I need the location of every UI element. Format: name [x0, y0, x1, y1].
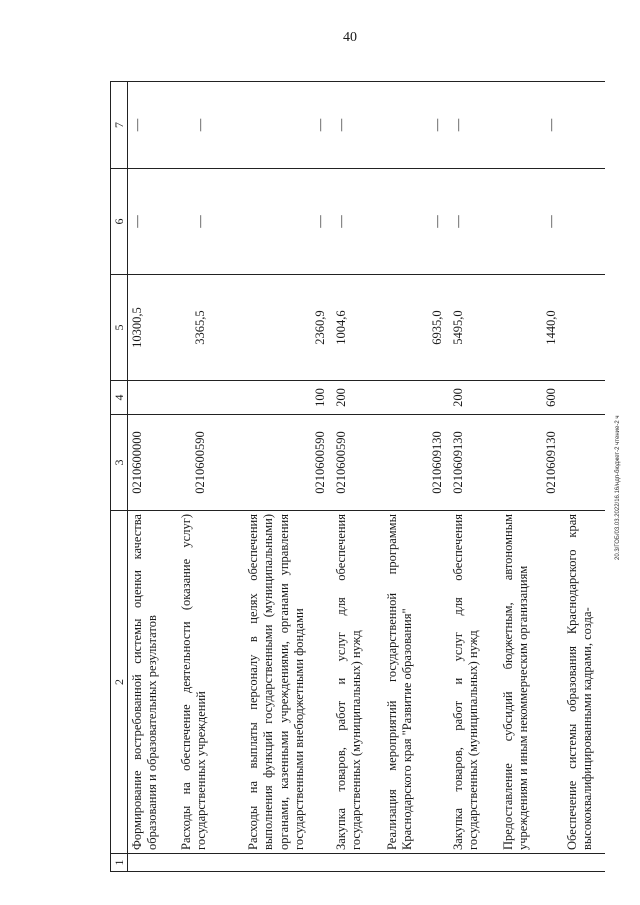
table-row — [177, 82, 244, 872]
row-col6: — — [499, 169, 563, 275]
row-amount: 1440,0 — [499, 275, 563, 381]
row-description: Предоставление субсидий бюджетным, автономным учреждениям и иным некоммерческим организациям — [499, 511, 563, 854]
row-number — [332, 854, 383, 872]
row-code: 0210609130 — [449, 415, 499, 511]
row-col6: — — [128, 169, 178, 275]
row-number — [449, 854, 499, 872]
row-expense-type — [128, 381, 178, 415]
row-col6: — — [332, 169, 383, 275]
row-col7: — — [383, 82, 449, 169]
row-amount: 6935,0 — [383, 275, 449, 381]
row-code: 0210600590 — [177, 415, 244, 511]
row-amount: 1004,6 — [332, 275, 383, 381]
row-col7: — — [332, 82, 383, 169]
header-col-4: 4 — [111, 381, 128, 415]
row-col7: — — [244, 82, 332, 169]
row-col7: — — [499, 82, 563, 169]
row-code: 0210600590 — [332, 415, 383, 511]
row-amount: 5495,0 — [449, 275, 499, 381]
row-col6: — — [383, 169, 449, 275]
row-amount: 10300,5 — [128, 275, 178, 381]
header-col-6: 6 — [111, 169, 128, 275]
header-col-5: 5 — [111, 275, 128, 381]
budget-table — [110, 81, 605, 872]
table-row — [449, 82, 499, 872]
row-col6: — — [244, 169, 332, 275]
row-description: Реализация мероприятий государственной программы Краснодарского края "Развитие образования" — [383, 511, 449, 854]
row-number — [499, 854, 563, 872]
row-expense-type — [177, 381, 244, 415]
page-number: 40 — [343, 30, 357, 45]
table-row — [383, 82, 449, 872]
row-code: 0210600000 — [128, 415, 178, 511]
row-code: 0210600590 — [244, 415, 332, 511]
row-col6: — — [449, 169, 499, 275]
row-col7: — — [128, 82, 178, 169]
row-code: 0210609130 — [383, 415, 449, 511]
row-col7: — — [177, 82, 244, 169]
header-col-3: 3 — [111, 415, 128, 511]
row-description: Закупка товаров, работ и услуг для обеспечения государственных (муниципальных) нужд — [332, 511, 383, 854]
row-col6 — [563, 169, 605, 275]
row-code: 0210609130 — [499, 415, 563, 511]
header-col-7: 7 — [111, 82, 128, 169]
row-expense-type — [563, 381, 605, 415]
row-amount: 3365,5 — [177, 275, 244, 381]
row-number — [383, 854, 449, 872]
table-row — [244, 82, 332, 872]
row-amount: 2360,9 — [244, 275, 332, 381]
row-expense-type: 600 — [499, 381, 563, 415]
row-col7 — [563, 82, 605, 169]
row-description: Формирование востребованной системы оценки качества образования и образовательных результатов — [128, 511, 178, 854]
table-row — [563, 82, 605, 872]
table-row — [499, 82, 563, 872]
row-description: Расходы на выплаты персоналу в целях обеспечения выполнения функций государственными (муниципальными) органами, казенными учреждениями, органами управления государственными внебюджетными фондами — [244, 511, 332, 854]
row-expense-type: 100 — [244, 381, 332, 415]
side-note: 20.3/ГОБ/03.03.2022/16.16/ндп-бюджет-2 чтение-2 ч — [615, 415, 621, 560]
row-expense-type: 200 — [332, 381, 383, 415]
row-number — [128, 854, 178, 872]
row-number — [177, 854, 244, 872]
row-description: Обеспечение системы образования Краснодарского края высококвалифицированными кадрами, созда- — [563, 511, 605, 854]
row-expense-type — [383, 381, 449, 415]
row-col7: — — [449, 82, 499, 169]
row-expense-type: 200 — [449, 381, 499, 415]
header-col-2: 2 — [111, 511, 128, 854]
table-row — [332, 82, 383, 872]
table-row — [128, 82, 178, 872]
row-description: Закупка товаров, работ и услуг для обеспечения государственных (муниципальных) нужд — [449, 511, 499, 854]
header-row — [111, 82, 128, 872]
header-col-1: 1 — [111, 854, 128, 872]
row-col6: — — [177, 169, 244, 275]
row-number — [244, 854, 332, 872]
row-code — [563, 415, 605, 511]
rotated-table — [110, 82, 610, 872]
row-amount — [563, 275, 605, 381]
row-description: Расходы на обеспечение деятельности (оказание услуг) государственных учреждений — [177, 511, 244, 854]
row-number — [563, 854, 605, 872]
